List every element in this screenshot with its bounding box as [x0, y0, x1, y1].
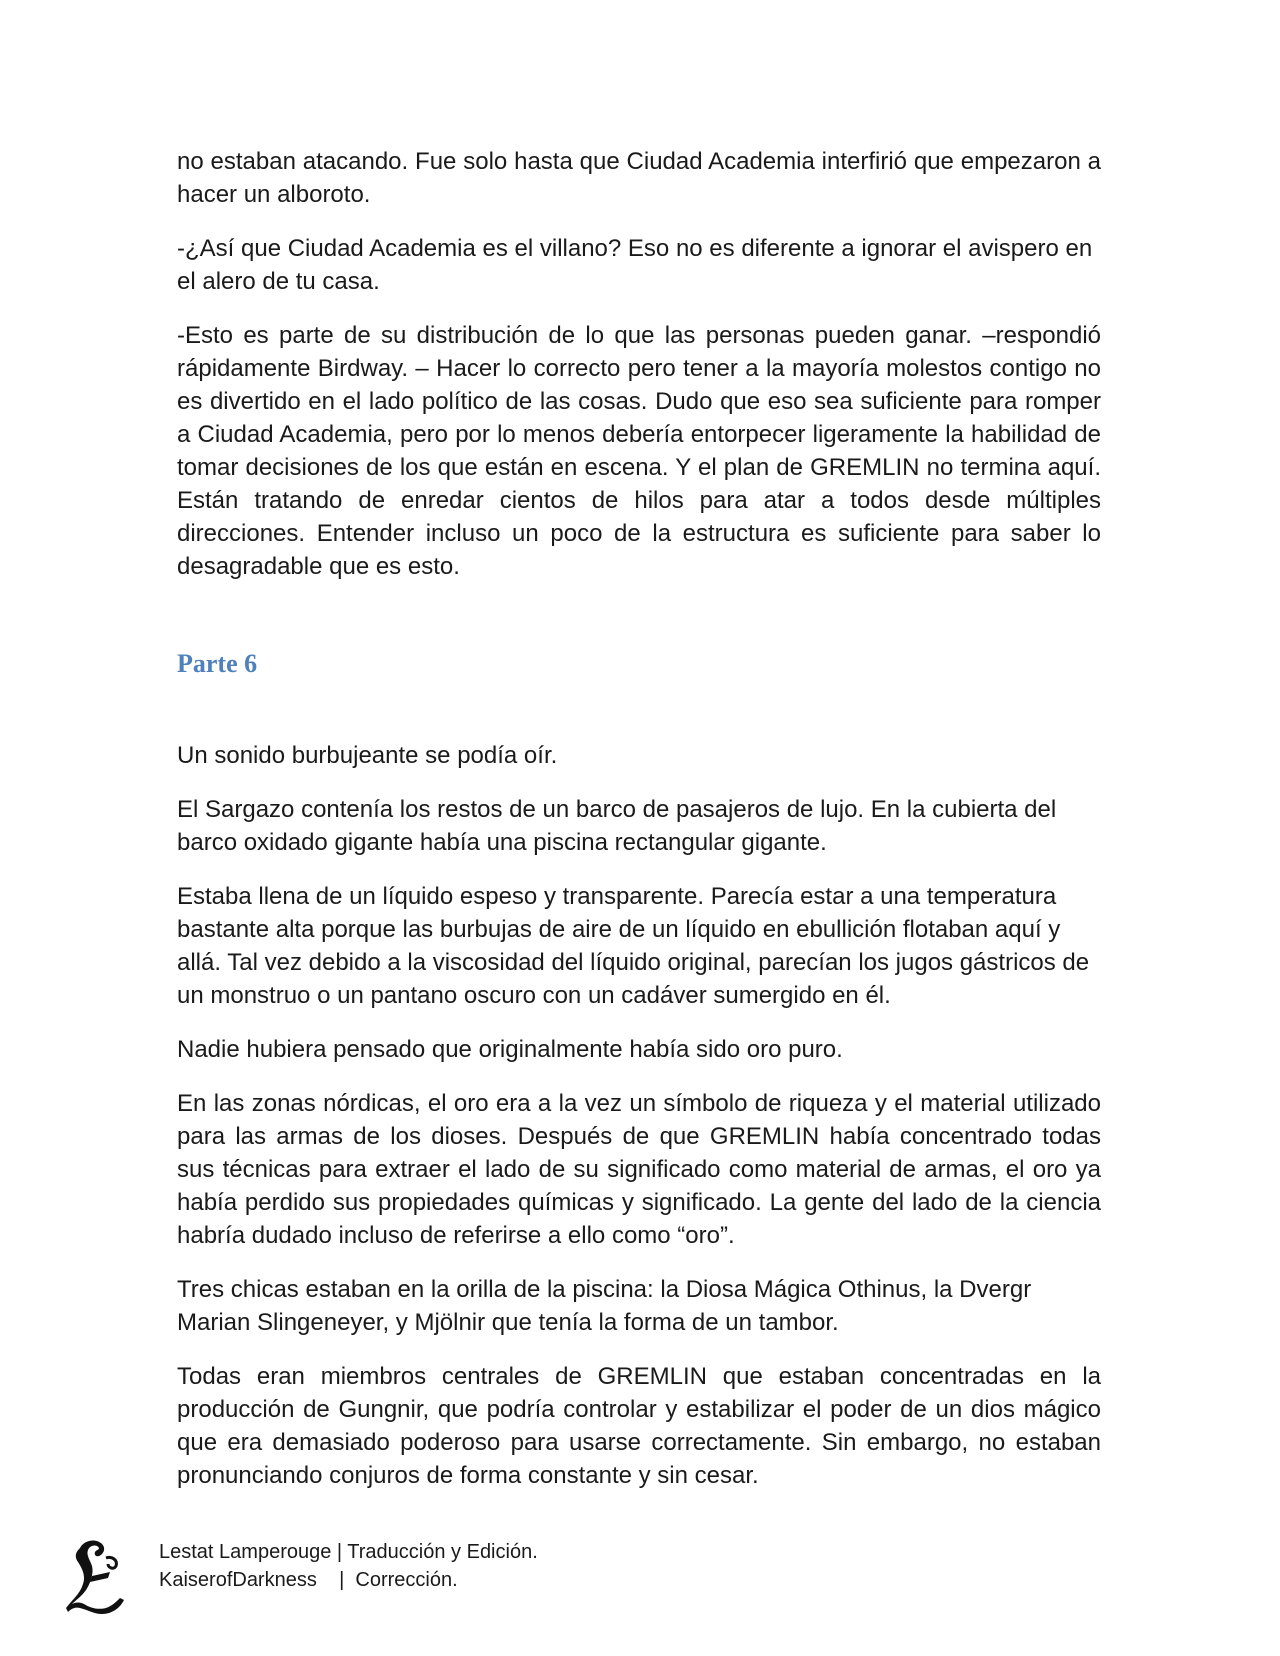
- paragraph-4: Un sonido burbujeante se podía oír.: [177, 742, 558, 769]
- gothic-l-logo-icon: [66, 1538, 130, 1614]
- paragraph-1: no estaban atacando. Fue solo hasta que Ciudad Academia interfirió que empezaron a hacer un alboroto.: [177, 148, 1101, 208]
- page-content: [177, 145, 1101, 1513]
- paragraph-8: En las zonas nórdicas, el oro era a la vez un símbolo de riqueza y el material utilizado para las armas de los dioses. Después de que GREMLIN había concentrado todas sus técnicas para extraer el lado de su significado como material de armas, el oro ya había perdido sus propiedades químicas y significado. La gente del lado de la ciencia habría dudado incluso de referirse a ello como “oro”.: [177, 1090, 1101, 1249]
- footer-credit-correction: KaiserofDarkness | Corrección.: [159, 1569, 458, 1591]
- paragraph-7: Nadie hubiera pensado que originalmente había sido oro puro.: [177, 1036, 843, 1063]
- paragraph-6: Estaba llena de un líquido espeso y transparente. Parecía estar a una temperatura bastante alta porque las burbujas de aire de un líquido en ebullición flotaban aquí y allá. Tal vez debido a la viscosidad del líquido original, parecían los jugos gástricos de un monstruo o un pantano oscuro con un cadáver sumergido en él.: [177, 883, 1090, 1009]
- paragraph-3: -Esto es parte de su distribución de lo que las personas pueden ganar. –respondió rápidamente Birdway. – Hacer lo correcto pero tener a la mayoría molestos contigo no es divertido en el lado político de las cosas. Dudo que eso sea suficiente para romper a Ciudad Academia, pero por lo menos debería entorpecer ligeramente la habilidad de tomar decisiones de los que están en escena. Y el plan de GREMLIN no termina aquí. Están tratando de enredar cientos de hilos para atar a todos desde múltiples direcciones. Entender incluso un poco de la estructura es suficiente para saber lo desagradable que es esto.: [177, 322, 1101, 580]
- section-heading: Parte 6: [177, 649, 258, 678]
- paragraph-5: El Sargazo contenía los restos de un barco de pasajeros de lujo. En la cubierta del barco oxidado gigante había una piscina rectangular gigante.: [177, 796, 1057, 856]
- paragraph-2: -¿Así que Ciudad Academia es el villano? Eso no es diferente a ignorar el avispero en el alero de tu casa.: [177, 235, 1093, 295]
- footer-credit-translation: Lestat Lamperouge | Traducción y Edición.: [159, 1541, 538, 1563]
- footer-credits: [159, 1538, 538, 1594]
- paragraph-10: Todas eran miembros centrales de GREMLIN que estaban concentradas en la producción de Gungnir, que podría controlar y estabilizar el poder de un dios mágico que era demasiado poderoso para usarse correctamente. Sin embargo, no estaban pronunciando conjuros de forma constante y sin cesar.: [177, 1363, 1101, 1489]
- paragraph-9: Tres chicas estaban en la orilla de la piscina: la Diosa Mágica Othinus, la Dvergr Marian Slingeneyer, y Mjölnir que tenía la forma de un tambor.: [177, 1276, 1032, 1336]
- page-footer: [66, 1538, 866, 1618]
